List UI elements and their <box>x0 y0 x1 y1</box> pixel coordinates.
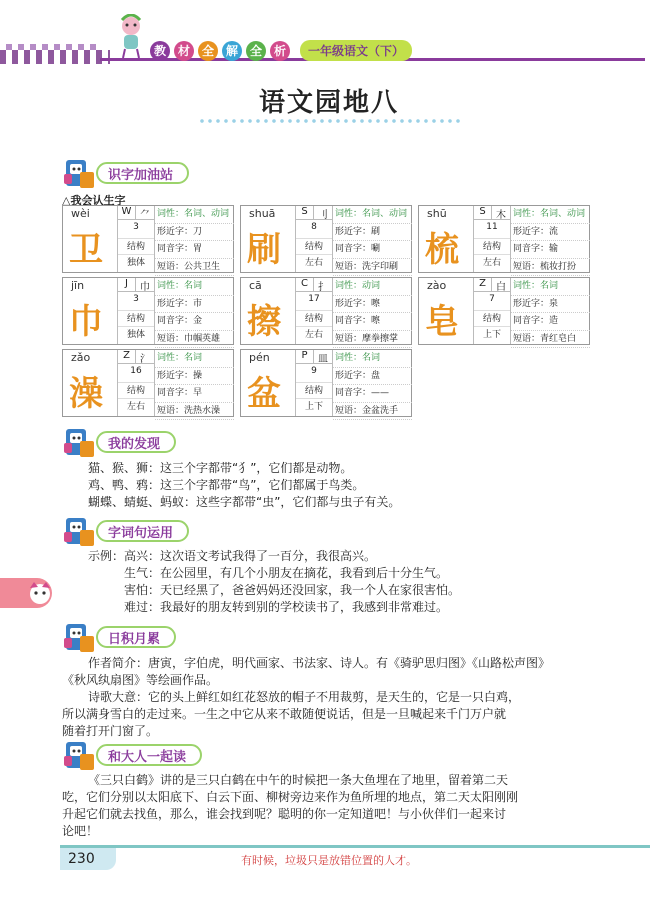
pinyin: shuā <box>249 207 276 220</box>
char-details <box>154 206 234 272</box>
homophone: 同音字：胃 <box>155 241 234 259</box>
character-card <box>418 277 590 345</box>
pinyin: cā <box>249 279 262 292</box>
book-mascot-icon <box>62 738 98 772</box>
similar-char: 形近字：市 <box>155 296 234 314</box>
accumulate-line: 随着打开门窗了。 <box>62 724 159 738</box>
structure-label: 结构 <box>118 310 154 324</box>
footer-rule <box>60 845 650 848</box>
similar-char: 形近字：刀 <box>155 224 234 242</box>
page-header <box>0 0 658 70</box>
part-of-speech: 词性：名词 <box>511 278 590 296</box>
radical: 刂 <box>314 206 332 220</box>
structure-label: 结构 <box>474 310 510 324</box>
reading-line: 吃，它们分别以太阳底下、白云下面、柳树旁边来作为鱼所埋的地点，第二天太阳刚刚 <box>62 790 519 804</box>
homophone: 同音字：早 <box>155 385 234 403</box>
index-letter: C <box>296 278 314 292</box>
discovery-line: 蝴蝶、蜻蜓、蚂蚁：这些字都带“虫”，它们都与虫子有关。 <box>88 495 401 509</box>
structure-label: 结构 <box>296 310 332 324</box>
phrase: 短语：洗字印刷 <box>333 259 412 277</box>
book-mascot-icon <box>62 620 98 654</box>
radical: 皿 <box>314 350 332 364</box>
pinyin: jīn <box>71 279 85 292</box>
reading-line: 《三只白鹤》讲的是三只白鹤在中午的时候把一条大鱼埋在了地里，留着第二天 <box>88 773 509 787</box>
series-char: 解 <box>222 41 242 61</box>
similar-char: 形近字：刷 <box>333 224 412 242</box>
phrase: 短语：梳妆打扮 <box>511 259 590 277</box>
pinyin: pén <box>249 351 270 364</box>
section-heading <box>62 620 176 654</box>
char-info <box>295 206 331 272</box>
homophone: 同音字：—— <box>333 385 412 403</box>
section-title: 日积月累 <box>96 626 176 648</box>
stroke-count: 17 <box>308 294 320 304</box>
character-card <box>240 205 412 273</box>
character: 卫 <box>69 230 103 270</box>
radical: 扌 <box>314 278 332 292</box>
part-of-speech: 词性：动词 <box>333 278 412 296</box>
section-title: 字词句运用 <box>96 520 189 542</box>
character: 梳 <box>425 230 459 270</box>
char-details <box>332 278 412 344</box>
similar-char: 形近字：嚓 <box>333 296 412 314</box>
structure-value: 上下 <box>474 326 510 340</box>
part-of-speech: 词性：名词 <box>155 350 234 368</box>
pinyin: zǎo <box>71 351 91 364</box>
example-line: 害怕：天已经黑了，爸爸妈妈还没回家，我一个人在家很害怕。 <box>124 583 461 597</box>
structure-label: 结构 <box>474 238 510 252</box>
radical: 白 <box>492 278 510 292</box>
page-number: 230 <box>60 848 116 870</box>
char-info <box>295 278 331 344</box>
similar-char: 形近字：泉 <box>511 296 590 314</box>
series-char: 教 <box>150 41 170 61</box>
structure-value: 独体 <box>118 326 154 340</box>
section-heading <box>62 156 189 190</box>
structure-value: 左右 <box>296 326 332 340</box>
part-of-speech: 词性：名词 <box>155 278 234 296</box>
page-title: 语文园地八 <box>258 88 399 118</box>
book-mascot-icon <box>62 425 98 459</box>
pinyin: shū <box>427 207 447 220</box>
reading-line: 论吧！ <box>62 824 99 838</box>
phrase: 短语：青红皂白 <box>511 331 590 349</box>
series-title <box>150 40 412 61</box>
part-of-speech: 词性：名词、动词 <box>511 206 590 224</box>
phrase: 短语：金盆洗手 <box>333 403 412 421</box>
char-info <box>473 278 509 344</box>
series-char: 全 <box>198 41 218 61</box>
discovery-line: 鸡、鸭、鸦：这三个字都带“鸟”，它们都属于鸟类。 <box>88 478 365 492</box>
header-decoration <box>0 50 110 64</box>
structure-value: 左右 <box>296 254 332 268</box>
character-card <box>62 349 234 417</box>
phrase: 短语：巾帼英雄 <box>155 331 234 349</box>
section-heading <box>62 738 202 772</box>
character: 澡 <box>69 374 103 414</box>
title-decoration <box>198 118 463 124</box>
similar-char: 形近字：盘 <box>333 368 412 386</box>
similar-char: 形近字：操 <box>155 368 234 386</box>
char-details <box>332 206 412 272</box>
stroke-count: 3 <box>133 222 139 232</box>
section-heading <box>62 425 176 459</box>
accumulate-line: 诗歌大意：它的头上鲜红如红花怒放的帽子不用裁剪，是天生的，它是一只白鸡， <box>88 690 521 704</box>
reading-line: 升起它们就去找鱼，那么，谁会找到呢？聪明的你一定知道吧！与小伙伴们一起来讨 <box>62 807 507 821</box>
structure-value: 左右 <box>474 254 510 268</box>
character-card <box>418 205 590 273</box>
stroke-count: 9 <box>311 366 317 376</box>
character-card <box>240 349 412 417</box>
homophone: 同音字：输 <box>511 241 590 259</box>
section-title: 识字加油站 <box>96 162 189 184</box>
series-char: 析 <box>270 41 290 61</box>
index-letter: P <box>296 350 314 364</box>
homophone: 同音字：嚓 <box>333 313 412 331</box>
grade-tag: 一年级语文（下） <box>300 40 412 61</box>
index-letter: Z <box>474 278 492 292</box>
structure-label: 结构 <box>296 238 332 252</box>
stroke-count: 7 <box>489 294 495 304</box>
mascot-icon <box>116 14 146 58</box>
subheading: △我会认生字 <box>62 194 126 207</box>
index-letter: J <box>118 278 136 292</box>
phrase: 短语：摩拳擦掌 <box>333 331 412 349</box>
character: 皂 <box>425 302 459 342</box>
accumulate-line: 作者简介：唐寅，字伯虎，明代画家、书法家、诗人。有《骑驴思归图》《山路松声图》 <box>88 656 551 670</box>
example-line: 示例：高兴：这次语文考试我得了一百分，我很高兴。 <box>88 549 377 563</box>
character: 巾 <box>69 302 103 342</box>
phrase: 短语：洗热水澡 <box>155 403 234 421</box>
char-info <box>295 350 331 416</box>
char-details <box>332 350 412 416</box>
pinyin: zào <box>427 279 447 292</box>
part-of-speech: 词性：名词、动词 <box>155 206 234 224</box>
section-title: 和大人一起读 <box>96 744 202 766</box>
footer-motto: 有时候，垃圾只是放错位置的人才。 <box>241 854 417 867</box>
char-info <box>117 206 153 272</box>
character-card <box>62 205 234 273</box>
section-title: 我的发现 <box>96 431 176 453</box>
part-of-speech: 词性：名词、动词 <box>333 206 412 224</box>
example-line: 生气：在公园里，有几个小朋友在摘花，我看到后十分生气。 <box>124 566 449 580</box>
structure-value: 左右 <box>118 398 154 412</box>
character: 刷 <box>247 230 281 270</box>
radical: ⺈ <box>136 206 154 220</box>
stroke-count: 8 <box>311 222 317 232</box>
radical: 巾 <box>136 278 154 292</box>
stroke-count: 3 <box>133 294 139 304</box>
character: 盆 <box>247 374 281 414</box>
pinyin: wèi <box>71 207 90 220</box>
phrase: 短语：公共卫生 <box>155 259 234 277</box>
character-card <box>240 277 412 345</box>
char-details <box>154 350 234 416</box>
stroke-count: 16 <box>130 366 142 376</box>
mascot-face-icon <box>28 580 52 606</box>
homophone: 同音字：金 <box>155 313 234 331</box>
structure-label: 结构 <box>118 382 154 396</box>
index-letter: S <box>296 206 314 220</box>
discovery-line: 猫、猴、狮：这三个字都带“犭”，它们都是动物。 <box>88 461 353 475</box>
radical: 氵 <box>136 350 154 364</box>
character: 擦 <box>247 302 281 342</box>
char-details <box>510 278 590 344</box>
homophone: 同音字：造 <box>511 313 590 331</box>
char-info <box>117 350 153 416</box>
character-card <box>62 277 234 345</box>
char-details <box>510 206 590 272</box>
stroke-count: 11 <box>486 222 498 232</box>
index-letter: S <box>474 206 492 220</box>
radical: 木 <box>492 206 510 220</box>
series-char: 全 <box>246 41 266 61</box>
accumulate-line: 《秋风纨扇图》等绘画作品。 <box>62 673 219 687</box>
structure-value: 独体 <box>118 254 154 268</box>
book-mascot-icon <box>62 156 98 190</box>
accumulate-line: 所以满身雪白的走过来。一生之中它从来不敢随便说话，但是一旦喊起来千门万户就 <box>62 707 507 721</box>
char-details <box>154 278 234 344</box>
structure-label: 结构 <box>296 382 332 396</box>
part-of-speech: 词性：名词 <box>333 350 412 368</box>
similar-char: 形近字：流 <box>511 224 590 242</box>
index-letter: Z <box>118 350 136 364</box>
homophone: 同音字：唰 <box>333 241 412 259</box>
structure-label: 结构 <box>118 238 154 252</box>
char-info <box>117 278 153 344</box>
structure-value: 上下 <box>296 398 332 412</box>
book-mascot-icon <box>62 514 98 548</box>
section-heading <box>62 514 189 548</box>
example-line: 难过：我最好的朋友转到别的学校读书了，我感到非常难过。 <box>124 600 449 614</box>
series-char: 材 <box>174 41 194 61</box>
char-info <box>473 206 509 272</box>
index-letter: W <box>118 206 136 220</box>
